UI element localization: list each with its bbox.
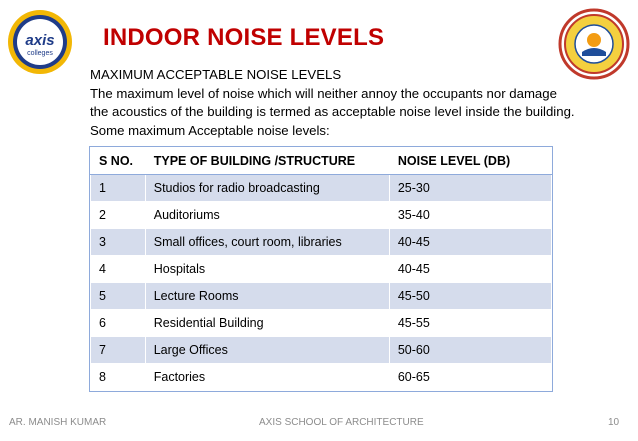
- cell-building-type: Residential Building: [145, 310, 389, 337]
- cell-building-type: Large Offices: [145, 337, 389, 364]
- cell-sno: 4: [91, 256, 146, 283]
- cell-building-type: Small offices, court room, libraries: [145, 229, 389, 256]
- footer-author: AR. MANISH KUMAR: [9, 417, 107, 428]
- cell-sno: 7: [91, 337, 146, 364]
- cell-building-type: Studios for radio broadcasting: [145, 175, 389, 202]
- cell-noise-level: 40-45: [389, 229, 551, 256]
- noise-levels-table: [90, 147, 552, 391]
- cell-sno: 3: [91, 229, 146, 256]
- table-row: [91, 229, 552, 256]
- cell-noise-level: 50-60: [389, 337, 551, 364]
- cell-building-type: Lecture Rooms: [145, 283, 389, 310]
- cell-building-type: Auditoriums: [145, 202, 389, 229]
- table-header-row: [91, 148, 552, 175]
- cell-noise-level: 40-45: [389, 256, 551, 283]
- page-title: INDOOR NOISE LEVELS: [103, 24, 385, 51]
- intro-line: the acoustics of the building is termed as acceptable noise level inside the building.: [90, 104, 575, 119]
- cell-noise-level: 45-55: [389, 310, 551, 337]
- cell-noise-level: 35-40: [389, 202, 551, 229]
- table-row: [91, 256, 552, 283]
- cell-sno: 6: [91, 310, 146, 337]
- table-row: [91, 337, 552, 364]
- page-number: 10: [608, 417, 620, 428]
- intro-line: Some maximum Acceptable noise levels:: [90, 122, 330, 138]
- table-row: [91, 175, 552, 202]
- cell-building-type: Hospitals: [145, 256, 389, 283]
- cell-sno: 2: [91, 202, 146, 229]
- intro-heading: MAXIMUM ACCEPTABLE NOISE LEVELS: [90, 67, 342, 82]
- logo-text-main: axis: [25, 32, 55, 49]
- table-row: [91, 202, 552, 229]
- footer-school: AXIS SCHOOL OF ARCHITECTURE: [259, 417, 424, 428]
- column-header-noise-level: NOISE LEVEL (DB): [389, 148, 551, 175]
- table-row: [91, 283, 552, 310]
- column-header-sno: S NO.: [91, 148, 146, 175]
- column-header-building-type: TYPE OF BUILDING /STRUCTURE: [145, 148, 389, 175]
- table-row: [91, 310, 552, 337]
- intro-line: The maximum level of noise which will neither annoy the occupants nor damage: [90, 85, 557, 101]
- logo-text-sub: colleges: [27, 50, 53, 57]
- table-row: [91, 364, 552, 391]
- cell-sno: 5: [91, 283, 146, 310]
- cell-sno: 1: [91, 175, 146, 202]
- intro-text: [90, 66, 620, 140]
- cell-sno: 8: [91, 364, 146, 391]
- cell-noise-level: 60-65: [389, 364, 551, 391]
- cell-noise-level: 25-30: [389, 175, 551, 202]
- axis-colleges-logo-icon: [6, 8, 74, 76]
- cell-noise-level: 45-50: [389, 283, 551, 310]
- cell-building-type: Factories: [145, 364, 389, 391]
